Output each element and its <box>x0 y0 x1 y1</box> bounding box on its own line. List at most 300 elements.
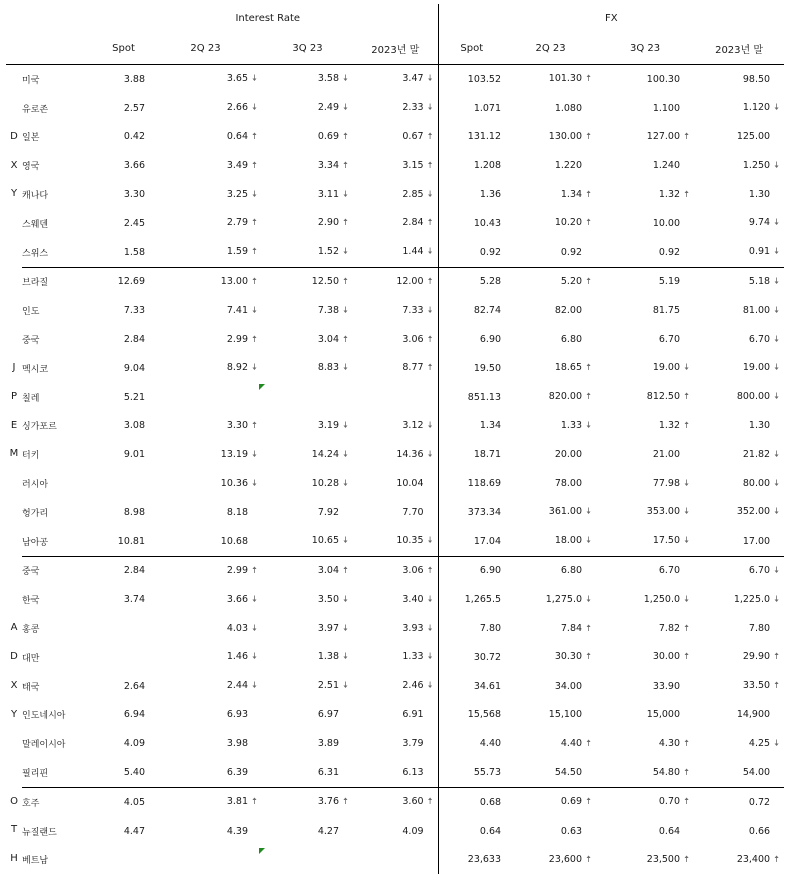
ir-value-cell <box>262 354 353 383</box>
ir-value-cell <box>353 94 438 123</box>
fx-value: 127.00 <box>646 130 681 142</box>
arrow-down-icon: 🠇 <box>684 507 689 518</box>
arrow-up-icon: 🠅 <box>586 652 591 663</box>
ir-value: 3.30 <box>226 419 248 431</box>
table-row <box>6 354 784 383</box>
ir-value: 2.90 <box>317 217 339 229</box>
ir-value-cell <box>98 383 149 412</box>
country-name: 스위스 <box>22 238 98 267</box>
arrow-up-icon: 🠅 <box>774 652 780 663</box>
table-row <box>6 440 784 469</box>
fx-value: 7.84 <box>560 622 583 634</box>
ir-value-cell <box>262 556 353 585</box>
fx-value: 6.70 <box>748 333 771 345</box>
ir-value-cell <box>353 238 438 267</box>
arrow-up-icon: 🠅 <box>252 276 257 287</box>
arrow-down-icon: 🠇 <box>343 594 348 605</box>
ir-value-cell <box>98 817 149 846</box>
arrow-down-icon: 🠇 <box>774 594 780 605</box>
ir-value-cell <box>98 498 149 527</box>
fx-value-cell <box>505 817 596 846</box>
ir-value-cell <box>262 238 353 267</box>
arrow-down-icon: 🠇 <box>586 594 591 605</box>
fx-value: 15,100 <box>548 709 583 721</box>
arrow-up-icon: 🠅 <box>252 420 257 431</box>
ir-value-cell <box>149 238 262 267</box>
region-group-label <box>6 556 22 787</box>
arrow-down-icon: 🠇 <box>343 305 348 316</box>
ir-value: 4.09 <box>123 738 145 750</box>
ir-value: 4.03 <box>226 622 248 634</box>
fx-value-cell <box>438 758 505 787</box>
arrow-down-icon: 🠇 <box>427 536 433 547</box>
fx-value: 18.71 <box>473 449 502 461</box>
ir-value: 3.50 <box>317 593 339 605</box>
fx-value: 0.63 <box>560 825 583 837</box>
arrow-down-icon: 🠇 <box>586 536 591 547</box>
fx-value-cell <box>694 498 784 527</box>
country-name: 캐나다 <box>22 191 49 202</box>
ir-value: 9.01 <box>123 449 145 461</box>
fx-value-cell <box>694 846 784 875</box>
comment-marker-icon <box>259 384 265 390</box>
fx-value-cell <box>694 151 784 180</box>
arrow-up-icon: 🠅 <box>427 334 433 345</box>
fx-value: 6.80 <box>560 565 583 577</box>
region-group-letter: O <box>10 795 18 807</box>
arrow-down-icon: 🠇 <box>427 305 433 316</box>
fx-value: 17.50 <box>652 535 681 547</box>
arrow-up-icon: 🠅 <box>427 218 433 229</box>
ir-value: 1.33 <box>402 651 424 663</box>
ir-value-cell <box>98 787 149 816</box>
table-row <box>6 643 784 672</box>
fx-value: 0.68 <box>479 796 502 808</box>
fx-value: 6.70 <box>658 565 681 577</box>
fx-value-cell <box>596 469 694 498</box>
fx-value-cell <box>505 498 596 527</box>
ir-value-cell <box>149 180 262 209</box>
fx-value: 0.64 <box>479 825 502 837</box>
fx-value: 14,900 <box>736 709 771 721</box>
arrow-down-icon: 🠇 <box>427 623 433 634</box>
arrow-down-icon: 🠇 <box>774 478 780 489</box>
arrow-down-icon: 🠇 <box>427 681 433 692</box>
ir-value: 3.89 <box>317 738 339 750</box>
ir-value-cell <box>98 180 149 209</box>
ir-value: 8.77 <box>402 362 424 374</box>
ir-value: 4.05 <box>123 796 145 808</box>
fx-value-cell <box>596 440 694 469</box>
fx-value-cell <box>438 440 505 469</box>
ir-value-cell <box>262 787 353 816</box>
ir-value: 3.25 <box>226 188 248 200</box>
fx-value-cell <box>694 701 784 730</box>
fx-value: 23,633 <box>467 854 502 866</box>
fx-value: 23,600 <box>548 853 583 865</box>
fx-value-cell <box>694 469 784 498</box>
fx-value-cell <box>694 65 784 94</box>
table-row <box>6 209 784 238</box>
arrow-down-icon: 🠇 <box>343 74 348 85</box>
fx-value-cell <box>438 383 505 412</box>
ir-value: 3.06 <box>402 564 424 576</box>
fx-value-cell <box>505 846 596 875</box>
forecast-table <box>6 4 784 874</box>
ir-value: 3.60 <box>402 796 424 808</box>
region-group-letter: X <box>10 159 18 171</box>
fx-value-cell <box>694 123 784 152</box>
ir-value-cell <box>353 527 438 556</box>
ir-value-cell <box>98 846 149 875</box>
table-row <box>6 498 784 527</box>
fx-value: 6.90 <box>479 334 502 346</box>
ir-value-cell <box>149 614 262 643</box>
fx-value-cell <box>438 817 505 846</box>
fx-value-cell <box>596 817 694 846</box>
fx-value-cell <box>505 325 596 354</box>
fx-value: 98.50 <box>742 73 771 85</box>
fx-value-cell <box>694 412 784 441</box>
arrow-up-icon: 🠅 <box>343 160 348 171</box>
fx-value-cell <box>505 556 596 585</box>
ir-value: 10.35 <box>396 535 424 547</box>
ir-value: 0.67 <box>402 130 424 142</box>
ir-value-cell <box>149 729 262 758</box>
fx-value-cell <box>596 527 694 556</box>
arrow-down-icon: 🠇 <box>427 189 433 200</box>
ir-value: 13.00 <box>220 275 248 287</box>
arrow-up-icon: 🠅 <box>586 74 591 85</box>
ir-value-cell <box>98 151 149 180</box>
ir-value-cell <box>149 787 262 816</box>
fx-value: 81.00 <box>742 304 771 316</box>
country-name: 대만 <box>22 653 40 664</box>
ir-value: 2.99 <box>226 564 248 576</box>
ir-value: 7.70 <box>402 506 424 518</box>
ir-value-cell <box>149 643 262 672</box>
ir-value-cell <box>353 209 438 238</box>
ir-col-header: 2023년 말 <box>353 33 438 65</box>
fx-value: 1.34 <box>479 420 502 432</box>
fx-value: 29.90 <box>742 651 771 663</box>
ir-value-cell <box>353 787 438 816</box>
arrow-up-icon: 🠅 <box>252 131 257 142</box>
fx-value: 78.00 <box>554 478 583 490</box>
arrow-up-icon: 🠅 <box>774 681 780 692</box>
ir-value: 2.99 <box>226 333 248 345</box>
fx-value-cell <box>438 412 505 441</box>
arrow-up-icon: 🠅 <box>427 131 433 142</box>
table-row <box>6 180 784 209</box>
fx-value-cell <box>694 440 784 469</box>
ir-value-cell <box>353 469 438 498</box>
fx-value: 1,275.0 <box>545 593 583 605</box>
fx-value: 1,225.0 <box>733 593 771 605</box>
ir-value: 3.79 <box>402 738 424 750</box>
region-group-letter: X <box>10 679 18 691</box>
ir-value-cell <box>353 354 438 383</box>
arrow-up-icon: 🠅 <box>586 738 591 749</box>
ir-value-cell <box>353 180 438 209</box>
ir-value-cell <box>149 296 262 325</box>
arrow-down-icon: 🠇 <box>586 420 591 431</box>
ir-value-cell <box>98 238 149 267</box>
arrow-down-icon: 🠇 <box>684 363 689 374</box>
table-row <box>6 672 784 701</box>
country-name: 뉴질랜드 <box>22 827 57 838</box>
ir-value-cell <box>149 846 262 875</box>
fx-value-cell <box>505 469 596 498</box>
fx-value-cell <box>438 701 505 730</box>
fx-col-header: Spot <box>438 33 505 65</box>
fx-value-cell <box>694 383 784 412</box>
fx-value-cell <box>694 672 784 701</box>
arrow-down-icon: 🠇 <box>252 305 257 316</box>
arrow-up-icon: 🠅 <box>252 160 257 171</box>
country-name: 남아공 <box>22 527 98 556</box>
arrow-up-icon: 🠅 <box>684 392 689 403</box>
fx-value-cell <box>438 585 505 614</box>
ir-value: 3.40 <box>402 593 424 605</box>
fx-value: 54.80 <box>652 766 681 778</box>
arrow-down-icon: 🠇 <box>343 363 348 374</box>
fx-value-cell <box>505 123 596 152</box>
arrow-up-icon: 🠅 <box>684 189 689 200</box>
fx-col-header: 2023년 말 <box>694 33 784 65</box>
table-row <box>6 267 784 296</box>
ir-value-cell <box>262 267 353 296</box>
ir-value-cell <box>149 527 262 556</box>
country-name: 홍콩 <box>22 625 40 636</box>
fx-value: 30.30 <box>554 651 583 663</box>
arrow-down-icon: 🠇 <box>343 103 348 114</box>
ir-value-cell <box>98 729 149 758</box>
arrow-up-icon: 🠅 <box>684 652 689 663</box>
fx-value: 1.100 <box>652 102 681 114</box>
arrow-up-icon: 🠅 <box>252 334 257 345</box>
ir-value: 8.83 <box>317 362 339 374</box>
arrow-down-icon: 🠇 <box>252 623 257 634</box>
ir-value-cell <box>262 65 353 94</box>
country-name: 브라질 <box>22 278 49 289</box>
fx-value-cell <box>596 846 694 875</box>
fx-value: 361.00 <box>548 506 583 518</box>
arrow-down-icon: 🠇 <box>252 189 257 200</box>
fx-value-cell <box>694 817 784 846</box>
fx-value: 0.91 <box>748 246 771 258</box>
arrow-down-icon: 🠇 <box>427 420 433 431</box>
arrow-up-icon: 🠅 <box>684 420 689 431</box>
fx-value: 4.40 <box>560 737 583 749</box>
fx-value: 851.13 <box>467 391 502 403</box>
arrow-up-icon: 🠅 <box>684 797 689 808</box>
fx-value: 30.00 <box>652 651 681 663</box>
arrow-down-icon: 🠇 <box>343 449 348 460</box>
fx-value: 21.82 <box>742 448 771 460</box>
fx-value-cell <box>505 94 596 123</box>
fx-value-cell <box>438 267 505 296</box>
ir-value: 3.12 <box>402 419 424 431</box>
ir-value: 3.11 <box>317 188 339 200</box>
fx-value: 30.72 <box>473 651 502 663</box>
ir-value-cell <box>149 267 262 296</box>
comment-marker-icon <box>259 848 265 854</box>
fx-value-cell <box>505 209 596 238</box>
table-row <box>6 325 784 354</box>
fx-value-cell <box>438 354 505 383</box>
ir-value: 2.44 <box>226 680 248 692</box>
arrow-down-icon: 🠇 <box>343 652 348 663</box>
fx-value-cell <box>505 614 596 643</box>
arrow-up-icon: 🠅 <box>343 276 348 287</box>
ir-value-cell <box>262 123 353 152</box>
arrow-down-icon: 🠇 <box>774 103 780 114</box>
corner-cell <box>6 33 98 65</box>
ir-value-cell <box>353 758 438 787</box>
fx-value-cell <box>505 180 596 209</box>
fx-value-cell <box>596 556 694 585</box>
ir-value: 2.84 <box>123 565 145 577</box>
fx-value-cell <box>596 94 694 123</box>
region-group-letter: T <box>10 824 18 836</box>
country-name: 멕시코 <box>22 364 49 375</box>
fx-value: 0.92 <box>479 246 502 258</box>
country-name: 중국 <box>22 567 40 578</box>
fx-value-cell <box>438 180 505 209</box>
arrow-down-icon: 🠇 <box>774 247 780 258</box>
arrow-down-icon: 🠇 <box>427 103 433 114</box>
fx-value: 6.80 <box>560 334 583 346</box>
country-name: 스웨덴 <box>22 219 49 230</box>
arrow-up-icon: 🠅 <box>586 854 591 865</box>
ir-value-cell <box>262 209 353 238</box>
ir-value: 1.46 <box>226 651 248 663</box>
arrow-down-icon: 🠇 <box>774 305 780 316</box>
fx-value: 17.04 <box>473 535 502 547</box>
fx-value: 5.28 <box>479 276 502 288</box>
arrow-up-icon: 🠅 <box>343 565 348 576</box>
fx-value: 4.30 <box>658 737 681 749</box>
fx-value-cell <box>438 238 505 267</box>
fx-value-cell <box>438 325 505 354</box>
ir-value-cell <box>98 585 149 614</box>
country-name: 싱가포르 <box>22 422 57 433</box>
arrow-down-icon: 🠇 <box>684 594 689 605</box>
arrow-up-icon: 🠅 <box>252 247 257 258</box>
ir-value: 3.66 <box>226 593 248 605</box>
ir-value-cell <box>262 585 353 614</box>
table-row <box>6 151 784 180</box>
ir-value: 4.09 <box>402 825 424 837</box>
arrow-up-icon: 🠅 <box>684 131 689 142</box>
arrow-down-icon: 🠇 <box>774 507 780 518</box>
country-name: 미국 <box>22 75 40 86</box>
arrow-up-icon: 🠅 <box>774 854 780 865</box>
ir-value: 7.33 <box>402 304 424 316</box>
ir-value-cell <box>262 672 353 701</box>
fx-value: 9.74 <box>748 217 771 229</box>
arrow-down-icon: 🠇 <box>343 623 348 634</box>
ir-value-cell <box>149 585 262 614</box>
ir-value: 3.98 <box>226 738 248 750</box>
ir-value-cell <box>262 325 353 354</box>
ir-value: 2.85 <box>402 188 424 200</box>
ir-value: 2.64 <box>123 680 145 692</box>
fx-value: 34.00 <box>554 680 583 692</box>
ir-value-cell <box>262 729 353 758</box>
fx-value-cell <box>596 672 694 701</box>
fx-value: 1.32 <box>658 419 681 431</box>
region-group-letter: D <box>10 650 18 662</box>
ir-value: 4.47 <box>123 825 145 837</box>
ir-value-cell <box>149 209 262 238</box>
fx-value-cell <box>694 556 784 585</box>
fx-value-cell <box>596 614 694 643</box>
ir-value: 3.08 <box>123 420 145 432</box>
ir-value: 14.36 <box>396 448 424 460</box>
arrow-down-icon: 🠇 <box>252 449 257 460</box>
corner-cell <box>6 4 98 33</box>
arrow-up-icon: 🠅 <box>684 738 689 749</box>
arrow-up-icon: 🠅 <box>684 854 689 865</box>
ir-value-cell <box>353 440 438 469</box>
table-row <box>6 817 784 846</box>
region-group-label <box>6 787 22 874</box>
arrow-down-icon: 🠇 <box>343 247 348 258</box>
ir-value: 2.49 <box>317 102 339 114</box>
fx-col-header: 2Q 23 <box>505 33 596 65</box>
fx-value-cell <box>438 729 505 758</box>
fx-value: 0.64 <box>658 825 681 837</box>
fx-value: 1.32 <box>658 188 681 200</box>
fx-value: 5.20 <box>560 275 583 287</box>
ir-value-cell <box>353 267 438 296</box>
fx-value-cell <box>438 556 505 585</box>
fx-value-cell <box>438 614 505 643</box>
ir-value: 10.28 <box>311 477 339 489</box>
ir-value: 3.93 <box>402 622 424 634</box>
ir-value: 3.88 <box>123 73 145 85</box>
fx-value-cell <box>596 209 694 238</box>
fx-value-cell <box>694 238 784 267</box>
fx-value: 6.70 <box>658 334 681 346</box>
fx-value: 5.19 <box>658 276 681 288</box>
ir-value-cell <box>149 123 262 152</box>
arrow-up-icon: 🠅 <box>684 767 689 778</box>
fx-value-cell <box>596 325 694 354</box>
fx-value-cell <box>438 94 505 123</box>
ir-value: 12.69 <box>117 276 145 288</box>
fx-value-cell <box>596 412 694 441</box>
fx-value: 80.00 <box>742 477 771 489</box>
ir-value-cell <box>262 94 353 123</box>
ir-value: 1.58 <box>123 246 145 258</box>
fx-value: 100.30 <box>646 73 681 85</box>
ir-value: 7.92 <box>317 506 339 518</box>
fx-value-cell <box>505 729 596 758</box>
ir-value-cell <box>98 325 149 354</box>
arrow-up-icon: 🠅 <box>252 797 257 808</box>
fx-value-cell <box>505 296 596 325</box>
fx-value-cell <box>694 729 784 758</box>
arrow-up-icon: 🠅 <box>252 218 257 229</box>
arrow-down-icon: 🠇 <box>684 536 689 547</box>
ir-value: 14.24 <box>311 448 339 460</box>
ir-value-cell <box>149 94 262 123</box>
ir-value-cell <box>353 846 438 875</box>
ir-value-cell <box>149 354 262 383</box>
